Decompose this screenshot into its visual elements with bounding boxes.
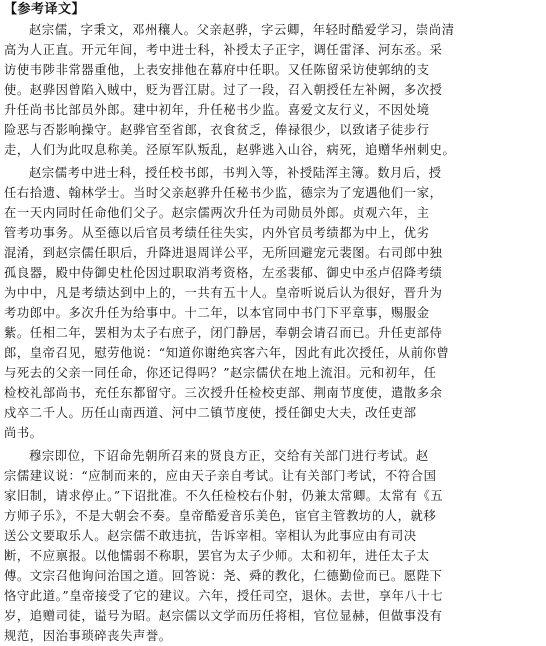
paragraph-line: 穆宗即位，下诏命先朝所召来的贤良方正，交给有关部门进行考试。赵	[29, 449, 429, 463]
paragraph-line: 紫。任相二年，罢相为太子右庶子，闭门静居，奉朝会请召而已。升任吏部侍	[4, 326, 443, 340]
paragraph-line: 方师子乐》，不是大朝会不奏。皇帝酷爱音乐美色，宦官主管教坊的人，就移	[4, 509, 437, 523]
paragraph-line: 任右拾遗、翰林学士。当时父亲赵骅升任秘书少监，德宗为了宠遇他们一家，	[4, 186, 443, 200]
paragraph-line: 规范，因治事琐碎丧失声誉。	[4, 629, 172, 643]
paragraph-line: 傅。文宗召他询问治国之道。回答说：尧、舜的教化，仁德勤俭而已。愿陛下	[4, 569, 443, 583]
translation-body	[4, 20, 540, 646]
paragraph-line: 管考功事务。从至德以后官员考绩任往失实，内外官员考绩都为中上，优劣	[4, 226, 430, 240]
paragraph-line: 混淆，到赵宗儒任职后，升降进退周详公平，无所回避宠元裴图。右司郎中独	[4, 246, 443, 260]
paragraph-line: 恪守此道。”皇帝接受了它的建议。六年，授任司空，退休。去世，享年八十七	[4, 589, 444, 603]
paragraph-3	[4, 446, 540, 646]
paragraph-line: 戍卒二千人。历任山南西道、河中二镇节度使，授任御史大夫，改任吏部	[4, 406, 417, 420]
paragraph-line: 高为人正直。开元年间，考中进士科，补授太子正字，调任雷泽、河东丞。采	[4, 43, 443, 57]
paragraph-line: 检校礼部尚书，充任东都留守。三次授升任检校吏部、荆南节度使，遣散多余	[4, 386, 443, 400]
paragraph-1	[4, 20, 540, 160]
paragraph-line: 家旧制，请求停止。”下诏批准。不久任检校右仆射，仍兼太常卿。太常有《五	[4, 489, 444, 503]
paragraph-line: 险恶与否影响操守。赵骅官至省郎，衣食贫乏，俸禄很少，以致诸子徒步行	[4, 123, 430, 137]
paragraph-line: 走，人们为此叹息称美。泾原军队叛乱，赵骅逃入山谷，病死，追赠华州刺史。	[4, 143, 456, 157]
paragraph-line: 赵宗儒，字秉文，邓州穰人。父亲赵骅，字云卿，年轻时酷爱学习，崇尚清	[29, 23, 455, 37]
paragraph-line: 孤良器，殿中侍御史杜伦因过职取消考资格，左丞裴郁、御史中丞卢佋降考绩	[4, 266, 443, 280]
paragraph-line: 岁，追赠司徒，谥号为昭。赵宗儒以文学而历任将相，官位显赫，但做事没有	[4, 609, 443, 623]
paragraph-line: 断，不应禀报。以他懦弱不称职，罢官为太子少师。太和初年，进任太子太	[4, 549, 430, 563]
paragraph-line: 为中中，凡是考绩达到中上的，一共有五十人。皇帝听说后认为很好，晋升为	[4, 286, 443, 300]
paragraph-line: 与死去的父亲一同任命，你还记得吗？”赵宗儒伏在地上流泪。元和初年，任	[4, 366, 437, 380]
paragraph-line: 送公文要取乐人。赵宗儒不敢违抗，告诉宰相。宰相认为此事应由有司决	[4, 529, 417, 543]
section-heading: 【参考译文】	[4, 2, 86, 17]
paragraph-line: 升任尚书比部员外郎。建中初年，升任秘书少监。喜爱文友行义，不因处境	[4, 103, 430, 117]
paragraph-line: 访使韦陟非常器重他，上表安排他在幕府中任职。又任陈留采访使郭纳的支	[4, 63, 430, 77]
paragraph-line: 尚书。	[4, 426, 43, 440]
paragraph-line: 考功郎中。多次升任为给事中。十二年，以本官同中书门下平章事，赐服金	[4, 306, 430, 320]
paragraph-line: 赵宗儒考中进士科，授任校书郎，书判入等，补授陆浑主簿。数月后，授	[29, 166, 442, 180]
paragraph-line: 宗儒建议说：“应制而来的，应由天子亲自考试。让有关部门考试，不符合国	[4, 469, 437, 483]
paragraph-line: 郎，皇帝召见，慰劳他说：“知道你谢绝宾客六年，因此有此次授任，从前你曾	[4, 346, 450, 360]
paragraph-line: 在一天内同时任命他们父子。赵宗儒两次升任为司勋员外郎。贞观六年，主	[4, 206, 430, 220]
paragraph-line: 使。赵骅因曾陷入贼中，贬为晋江尉。过了一段，召入朝授任左补阙，多次授	[4, 83, 443, 97]
paragraph-2	[4, 163, 540, 443]
